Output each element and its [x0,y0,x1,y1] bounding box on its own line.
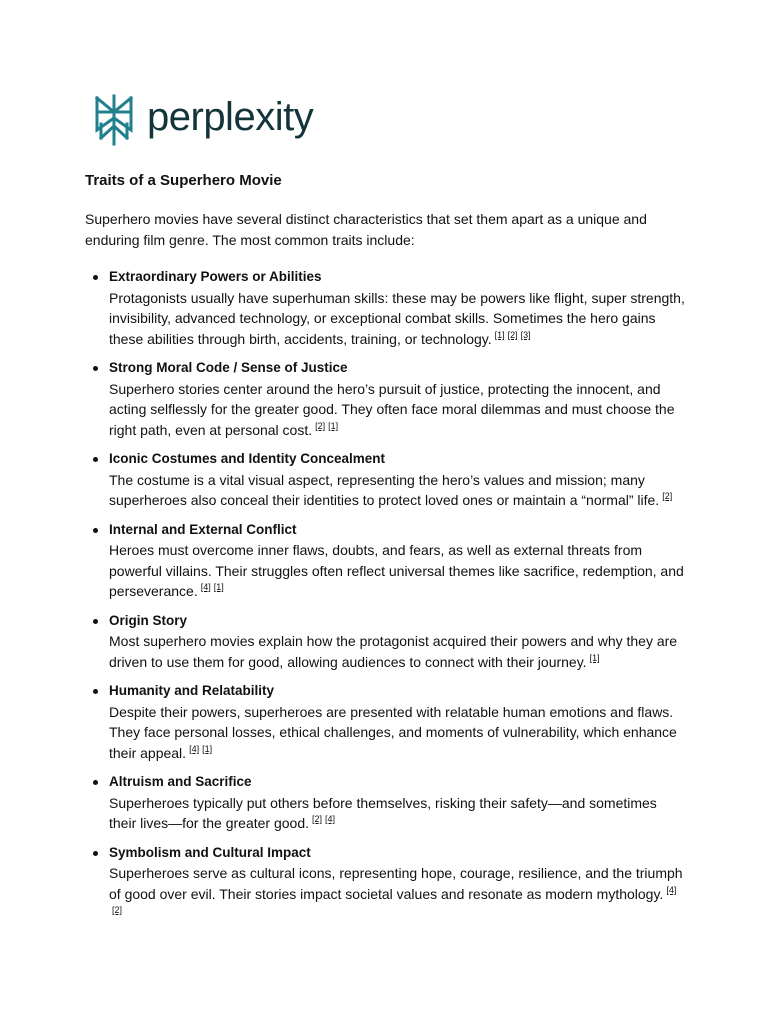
trait-description: Most superhero movies explain how the protagonist acquired their powers and why they are driven to use them for good, allowing audiences to connect with their journey. [109,633,678,670]
trait-title: Altruism and Sacrifice [109,774,252,789]
trait-title: Extraordinary Powers or Abilities [109,269,322,284]
list-item [85,681,685,763]
trait-description: Superhero stories center around the hero’s pursuit of justice, protecting the innocent, and acting selflessly for the greater good. They often face moral dilemmas and must choose the right path, even at personal cost. [109,380,675,438]
trait-description: Superheroes typically put others before themselves, risking their safety—and sometimes their lives—for the greater good. [109,794,657,831]
list-item [85,358,685,440]
list-item [85,449,685,511]
list-item [85,611,685,673]
bullet-icon [93,780,98,785]
citation-link[interactable]: [1] [494,329,505,340]
list-item [85,520,685,602]
bullet-icon [93,528,98,533]
bullet-icon [93,851,98,856]
citation-link[interactable]: [2] [662,491,673,502]
trait-title: Iconic Costumes and Identity Concealment [109,451,386,466]
citation-link[interactable]: [1] [589,652,600,663]
bullet-icon [93,366,98,371]
citation-link[interactable]: [2] [507,329,518,340]
document-title: Traits of a Superhero Movie [85,172,282,189]
trait-description: The costume is a vital visual aspect, representing the hero’s values and mission; many superheroes also conceal their identities to protect loved ones or maintain a “normal” life. [109,471,660,508]
trait-description: Despite their powers, superheroes are presented with relatable human emotions and flaws. They face personal losses, ethical challenges, and moments of vulnerability, which enhance their appeal. [109,703,677,761]
citation-link[interactable]: [1] [213,582,224,593]
citation-link[interactable]: [2] [112,905,123,916]
list-item [85,772,685,834]
citation-link[interactable]: [4] [200,582,211,593]
trait-title: Internal and External Conflict [109,521,297,537]
traits-list [85,267,685,925]
trait-description: Protagonists usually have superhuman skills: these may be powers like flight, super strength, invisibility, advanced technology, or exceptional combat skills. Sometimes the hero gains these abilities through birth, accidents, training, or technology. [109,289,685,347]
trait-description: Superheroes serve as cultural icons, representing hope, courage, resilience, and the triumph of good over evil. Their stories impact societal values and resonate as modern mythology. [109,865,683,902]
trait-description: Heroes must overcome inner flaws, doubts, and fears, as well as external threats from powerful villains. Their struggles often reflect universal themes like sacrifice, redemption, and perseverance. [109,542,684,599]
bullet-icon [93,275,98,280]
citation-link[interactable]: [4] [325,814,336,825]
trait-title: Strong Moral Code / Sense of Justice [109,360,348,375]
bullet-icon [93,619,98,624]
bullet-icon [93,457,98,462]
citation-link[interactable]: [4] [666,884,677,895]
intro-paragraph: Superhero movies have several distinct characteristics that set them apart as a unique and enduring film genre. The most common traits include: [85,211,647,248]
perplexity-logo-icon [93,94,135,146]
bullet-icon [93,689,98,694]
citation-link[interactable]: [4] [189,743,200,754]
list-item [85,267,685,349]
citation-link[interactable]: [3] [520,329,531,340]
citation-link[interactable]: [1] [328,420,339,431]
list-item [85,843,685,925]
brand-wordmark: perplexity [147,95,314,139]
citation-link[interactable]: [1] [202,743,213,754]
citation-link[interactable]: [2] [315,420,326,431]
trait-title: Origin Story [109,612,188,628]
answer-content [85,170,685,934]
perplexity-logo [93,92,313,148]
citation-link[interactable]: [2] [312,814,323,825]
trait-title: Humanity and Relatability [109,683,275,698]
trait-title: Symbolism and Cultural Impact [109,844,311,860]
